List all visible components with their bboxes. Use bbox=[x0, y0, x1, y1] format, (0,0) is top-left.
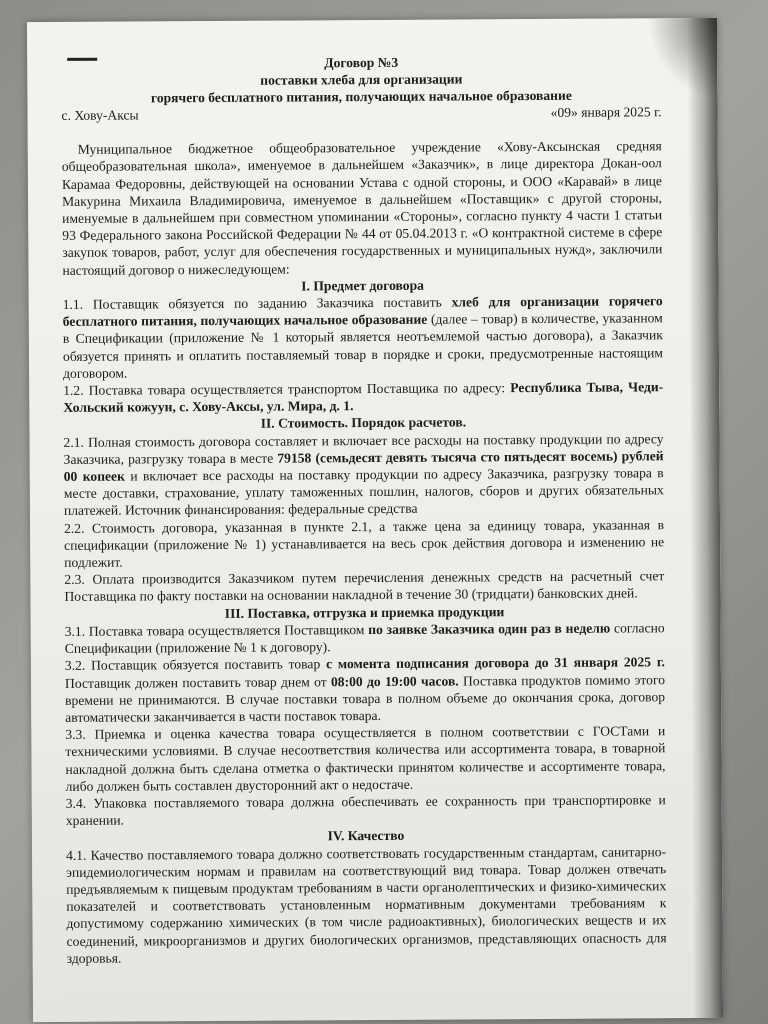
clause-1-1-bold: хлеб для организации горячего бесплатного питания, получающих начальное образование bbox=[62, 293, 663, 330]
clause-1-1-text-end: (далее – товар) в количестве, указанном в Спецификации (приложение № 1 который является неотъемлемой частью договора), а Заказчик обязуется принять и оплатить поставляемый товар в порядке и сроки, предусмотренные настоящим договором. bbox=[62, 310, 664, 381]
contract-subtitle-2: горячего бесплатного питания, получающих начальное образование bbox=[150, 87, 572, 106]
clause-3-2 bbox=[65, 654, 665, 726]
clause-2-1-text-end: и включает все расходы на поставку продукции по адресу Заказчика, разгрузку товара в месте доставки, страхование, уплату таможенных пошлин, налогов, сборов и других обязательных платежей. Источник финансирования: федеральные средства bbox=[63, 465, 664, 519]
clause-3-1-text-end: согласно Спецификации (приложение № 1 к договору). bbox=[64, 620, 665, 656]
place-date-row bbox=[61, 103, 661, 124]
delivery-period: с момента подписания договора до 31 января 2025 г. bbox=[326, 654, 665, 672]
section-4-heading: IV. Качество bbox=[327, 828, 405, 844]
section-1-heading: I. Предмет договора bbox=[301, 277, 424, 294]
document-page bbox=[27, 18, 723, 1022]
clause-1-1 bbox=[63, 292, 664, 382]
clause-3-3: 3.3. Приемка и оценка качества товара осуществляется в полном соответствии с ГОСТами и техническими условиями. В случае несоответствия количества или ассортимента товара, в товарной накладной должна быть сделана отметка о фактически принятом количестве и ассортименте товара, либо должен быть составлен двусторонний акт о недостаче. bbox=[65, 723, 666, 794]
clause-3-4: 3.4. Упаковка поставляемого товара должна обеспечивать ее сохранность при транспортировке и хранении. bbox=[65, 792, 666, 829]
contract-title: Договор №3 bbox=[324, 54, 399, 71]
clause-1-1-text: 1.1. Поставщик обязуется по заданию Заказчика поставить bbox=[62, 294, 452, 312]
contract-subtitle-1: поставки хлеба для организации bbox=[260, 71, 463, 88]
clause-2-3: 2.3. Оплата производится Заказчиком путем перечисления денежных средств на расчетный счет Поставщика по факту поставки на основании накладной в течение 30 (тридцати) банковских дней. bbox=[64, 568, 665, 605]
clause-3-2-text-end: Поставка продуктов помимо этого времени не принимаются. В случае поставки товара в полном объеме до окончания срока, договор автоматически заканчивается в части поставок товара. bbox=[65, 671, 666, 725]
clause-1-2 bbox=[63, 378, 663, 416]
contract-place: с. Хову-Аксы bbox=[61, 107, 139, 123]
clause-1-2-text: 1.2. Поставка товара осуществляется транспортом Поставщика по адресу: bbox=[63, 380, 511, 398]
section-3-heading: III. Поставка, отгрузка и приемка продукции bbox=[224, 603, 505, 621]
delivery-address: Республика Тыва, Чеди-Хольский кожуун, с. Хову-Аксы, ул. Мира, д. 1. bbox=[63, 379, 664, 416]
scan-shadow-edge bbox=[687, 18, 723, 1018]
clause-2-2: 2.2. Стоимость договора, указанная в пункте 2.1, а также цена за единицу товара, указанная в спецификации (приложение № 1) устанавливается на весь срок действия договора и изменению не подлежит. bbox=[63, 516, 665, 570]
clause-3-2-text: 3.2. Поставщик обязуется поставить товар bbox=[64, 656, 327, 674]
clause-4-1: 4.1. Качество поставляемого товара должно соответствовать государственным стандартам, санитарно-эпидемиологическим нормам и правилам на соответствующий вид товара. Товар должен отвечать предъявляемым к пищевым продуктам требованиям в части органолептических и физико-химических показателей и соответствовать установленным нормативным документами требованиям к допустимому содержанию химических (в том числе радиоактивных), биологических веществ и их соединений, микроорганизмов и других биологических организмов, представляющих опасность для здоровья. bbox=[65, 843, 667, 966]
clause-3-2-text-mid: Поставщик должен поставить товар днем от bbox=[64, 673, 332, 691]
section-2-heading: II. Стоимость. Порядок расчетов. bbox=[260, 414, 467, 432]
contract-amount: 79158 (семьдесят девять тысяча сто пятьдесят восемь) рублей 00 копеек bbox=[63, 448, 664, 484]
clause-3-1-text: 3.1. Поставка товара осуществляется Поставщиком bbox=[64, 621, 369, 639]
delivery-hours: 08:00 до 19:00 часов. bbox=[330, 672, 459, 689]
clause-2-1-text: 2.1. Полная стоимость договора составляет и включает все расходы на поставку продукции по адресу Заказчика, разгрузку товара в месте bbox=[63, 430, 664, 467]
clause-3-1 bbox=[65, 619, 665, 657]
contract-date: «09» января 2025 г. bbox=[550, 104, 662, 120]
delivery-frequency: по заявке Заказчика один раз в неделю bbox=[368, 620, 611, 637]
document-content bbox=[61, 52, 667, 967]
intro-paragraph: Муниципальное бюджетное общеобразовательное учреждение «Хову-Аксынская средняя общеобразовательная школа», именуемое в дальнейшем «Заказчик», в лице директора Докан-оол Карамаа Федоровны, действующей на основании Устава с одной стороны, и ООО «Каравай» в лице Макурина Михаила Владимировича, именуемое в дальнейшем «Поставщик» с другой стороны, именуемые в дальнейшем при совместном упоминании «Стороны», согласно пункту 4 части 1 статьи 93 Федерального закона Российской Федерации № 44 от 05.04.2013 г. «О контрактной системе в сфере закупок товаров, работ, услуг для обеспечения государственных и муниципальных нужд», заключили настоящий договор о нижеследующем: bbox=[61, 138, 663, 278]
clause-2-1 bbox=[63, 430, 664, 520]
